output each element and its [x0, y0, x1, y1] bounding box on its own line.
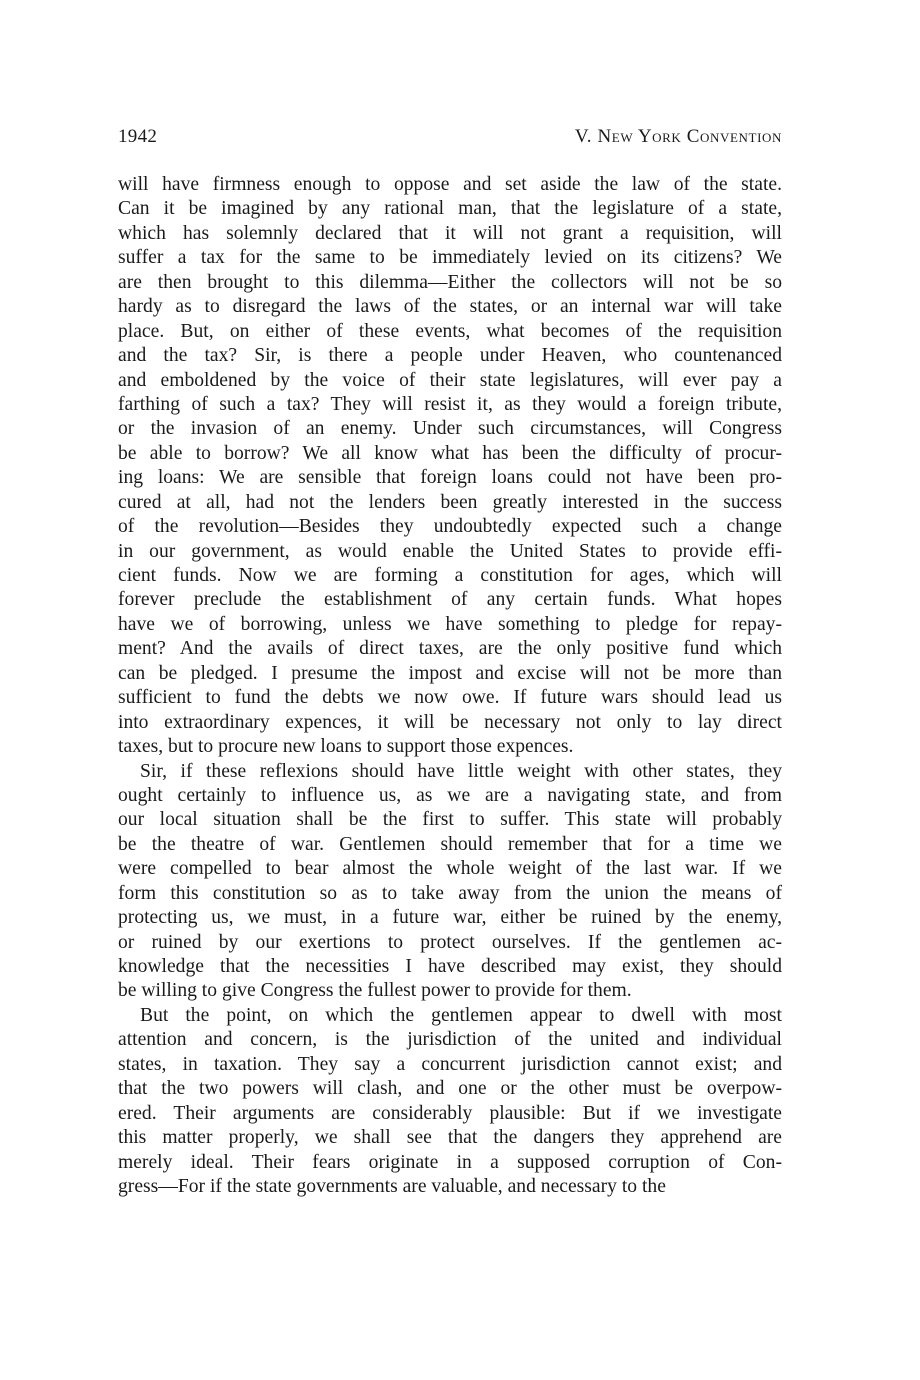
text-line: hardy as to disregard the laws of the states, or an internal war will take: [118, 296, 782, 318]
text-line: and the tax? Sir, is there a people under Heaven, who countenanced: [118, 345, 782, 367]
paragraph: [118, 173, 782, 760]
text-line: Sir, if these reflexions should have little weight with other states, they: [140, 760, 782, 782]
text-line: But the point, on which the gentlemen appear to dwell with most: [140, 1004, 782, 1026]
text-line: will have firmness enough to oppose and set aside the law of the state.: [118, 174, 782, 195]
text-line: this matter properly, we shall see that the dangers they apprehend are: [118, 1127, 782, 1149]
text-line: ought certainly to influence us, as we are a navigating state, and from: [118, 784, 782, 806]
text-line: be the theatre of war. Gentlemen should remember that for a time we: [118, 833, 782, 855]
text-line: form this constitution so as to take away from the union the means of: [118, 882, 782, 904]
text-line: suffer a tax for the same to be immediately levied on its citizens? We: [118, 247, 782, 269]
text-line: cient funds. Now we are forming a constitution for ages, which will: [118, 565, 782, 586]
text-line: forever preclude the establishment of any certain funds. What hopes: [118, 589, 782, 611]
text-line: merely ideal. Their fears originate in a supposed corruption of Con-: [118, 1151, 782, 1173]
text-line: states, in taxation. They say a concurrent jurisdiction cannot exist; and: [118, 1053, 782, 1075]
text-line: ing loans: We are sensible that foreign loans could not have been pro-: [118, 467, 782, 489]
text-line: Can it be imagined by any rational man, that the legislature of a state,: [118, 198, 782, 220]
text-line: be able to borrow? We all know what has been the difficulty of procur-: [118, 442, 782, 464]
text-line: were compelled to bear almost the whole weight of the last war. If we: [118, 858, 782, 880]
page-header: [118, 122, 782, 152]
running-head: V. New York Convention: [574, 126, 782, 147]
text-line: be willing to give Congress the fullest power to provide for them.: [118, 980, 632, 1002]
paragraph: [118, 760, 782, 1004]
text-line: cured at all, had not the lenders been greatly interested in the success: [118, 491, 782, 513]
text-line: into extraordinary expences, it will be necessary not only to lay direct: [118, 711, 782, 733]
text-line: of the revolution—Besides they undoubtedly expected such a change: [118, 516, 782, 538]
text-line: and emboldened by the voice of their state legislatures, will ever pay a: [118, 369, 782, 391]
text-line: sufficient to fund the debts we now owe. If future wars should lead us: [118, 687, 782, 709]
text-line: farthing of such a tax? They will resist it, as they would a foreign tribute,: [118, 393, 782, 415]
text-line: knowledge that the necessities I have described may exist, they should: [118, 956, 782, 977]
text-line: are then brought to this dilemma—Either the collectors will not be so: [118, 271, 782, 293]
text-line: can be pledged. I presume the impost and excise will not be more than: [118, 662, 782, 684]
text-line: our local situation shall be the first to suffer. This state will probably: [118, 809, 782, 831]
text-line: which has solemnly declared that it will not grant a requisition, will: [118, 222, 782, 244]
text-line: in our government, as would enable the United States to provide effi-: [118, 540, 782, 562]
text-line: or ruined by our exertions to protect ourselves. If the gentlemen ac-: [118, 931, 782, 953]
page-number: 1942: [118, 126, 158, 147]
text-line: taxes, but to procure new loans to support those expences.: [118, 736, 574, 758]
text-line: have we of borrowing, unless we have something to pledge for repay-: [118, 613, 782, 635]
text-line: ered. Their arguments are considerably plausible: But if we investigate: [118, 1102, 782, 1124]
text-line: that the two powers will clash, and one or the other must be overpow-: [118, 1078, 782, 1100]
text-line: protecting us, we must, in a future war, either be ruined by the enemy,: [118, 907, 782, 929]
body-text: [118, 173, 782, 1199]
text-line: attention and concern, is the jurisdiction of the united and individual: [118, 1029, 782, 1051]
text-line: place. But, on either of these events, what becomes of the requisition: [118, 320, 782, 342]
text-line: ment? And the avails of direct taxes, are the only positive fund which: [118, 638, 782, 660]
text-line: gress—For if the state governments are valuable, and necessary to the: [118, 1175, 666, 1197]
text-line: or the invasion of an enemy. Under such circumstances, will Congress: [118, 418, 782, 440]
paragraph: [118, 1004, 782, 1200]
